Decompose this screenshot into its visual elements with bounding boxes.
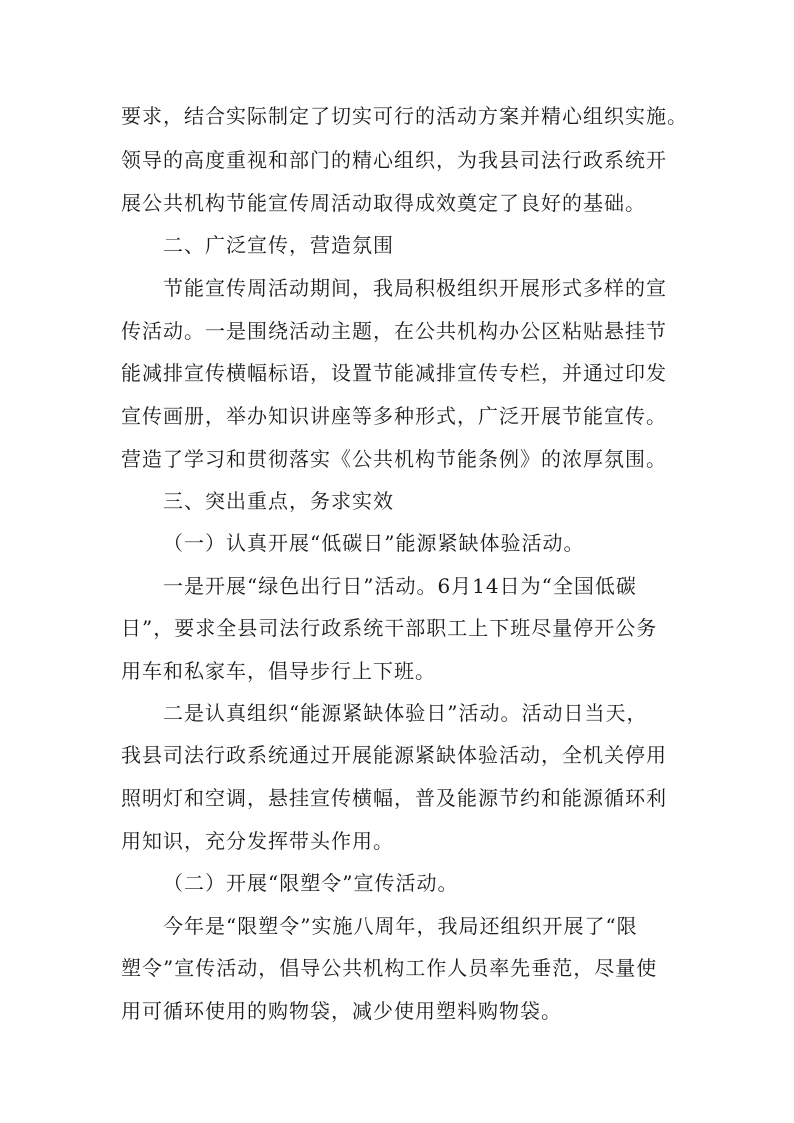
body-text-line: 用知识，充分发挥带头作用。	[121, 829, 394, 853]
body-text-line: 领导的高度重视和部门的精心组织，为我县司法行政系统开	[121, 148, 667, 172]
subsection-heading: （一）认真开展“低碳日”能源紧缺体验活动。	[163, 531, 585, 555]
body-text-line: 一是开展“绿色出行日”活动。6月14日为“全国低碳	[163, 574, 637, 598]
section-heading: 三、突出重点，务求实效	[163, 489, 394, 513]
body-text-line: 用车和私家车，倡导步行上下班。	[121, 659, 436, 683]
body-text-line: 展公共机构节能宣传周活动取得成效奠定了良好的基础。	[121, 191, 646, 215]
subsection-heading: （二）开展“限塑令”宣传活动。	[163, 871, 459, 895]
body-text-line: 今年是“限塑令”实施八周年，我局还组织开展了“限	[163, 914, 638, 938]
body-text-line: 我县司法行政系统通过开展能源紧缺体验活动，全机关停用	[121, 743, 667, 767]
body-text-line: 宣传画册，举办知识讲座等多种形式，广泛开展节能宣传。	[121, 404, 667, 428]
body-text-line: 日”，要求全县司法行政系统干部职工上下班尽量停开公务	[121, 616, 658, 640]
body-text-line: 传活动。一是围绕活动主题，在公共机构办公区粘贴悬挂节	[121, 319, 667, 343]
section-heading: 二、广泛宣传，营造氛围	[163, 233, 394, 257]
body-text-line: 能减排宣传横幅标语，设置节能减排宣传专栏，并通过印发	[121, 361, 667, 385]
body-text-line: 营造了学习和贯彻落实《公共机构节能条例》的浓厚氛围。	[121, 447, 667, 471]
body-text-line: 节能宣传周活动期间，我局积极组织开展形式多样的宣	[163, 276, 667, 300]
body-text-line: 二是认真组织“能源紧缺体验日”活动。活动日当天，	[163, 701, 648, 725]
body-text-line: 要求，结合实际制定了切实可行的活动方案并精心组织实施。	[121, 104, 688, 128]
body-text-line: 塑令”宣传活动，倡导公共机构工作人员率先垂范，尽量使	[121, 956, 658, 980]
body-text-line: 照明灯和空调，悬挂宣传横幅，普及能源节约和能源循环利	[121, 786, 667, 810]
body-text-line: 用可循环使用的购物袋，减少使用塑料购物袋。	[121, 999, 562, 1023]
